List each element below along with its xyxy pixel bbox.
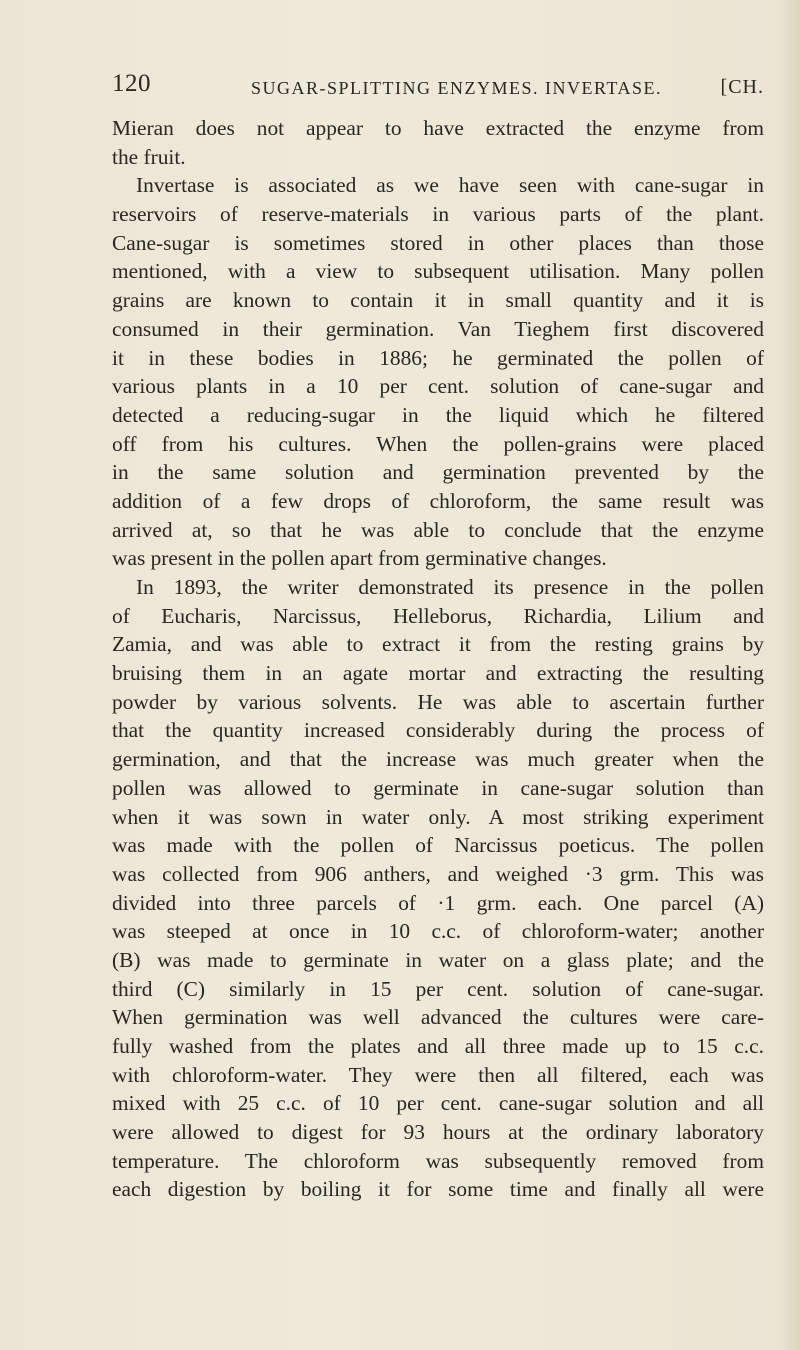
text-line: were allowed to digest for 93 hours at the ordinary laboratory: [112, 1120, 764, 1145]
text-line: with chloroform-water. They were then all filtered, each was: [112, 1062, 764, 1087]
text-line: Mieran does not appear to have extracted the enzyme from: [112, 116, 764, 140]
text-line: (B) was made to germinate in water on a glass plate; and the: [112, 947, 764, 972]
text-line: the fruit.: [112, 144, 186, 169]
text-line: Cane-sugar is sometimes stored in other places than those: [112, 230, 764, 255]
text-line: was steeped at once in 10 c.c. of chloroform-water; another: [112, 919, 764, 944]
text-line: various plants in a 10 per cent. solution of cane-sugar and: [112, 374, 764, 399]
text-line: detected a reducing-sugar in the liquid which he filtered: [112, 402, 764, 427]
text-line: mixed with 25 c.c. of 10 per cent. cane-sugar solution and all: [112, 1091, 764, 1116]
text-line: Zamia, and was able to extract it from the resting grains by: [112, 632, 764, 657]
text-line: was present in the pollen apart from germinative changes.: [112, 546, 607, 571]
text-line: mentioned, with a view to subsequent utilisation. Many pollen: [112, 259, 764, 284]
page-edge-shadow: [778, 0, 800, 1350]
text-line: addition of a few drops of chloroform, the same result was: [112, 488, 764, 513]
chapter-mark: [CH.: [720, 76, 764, 98]
page-number: 120: [112, 70, 151, 97]
text-line: powder by various solvents. He was able to ascertain further: [112, 689, 764, 714]
text-line: divided into three parcels of ·1 grm. each. One parcel (A): [112, 890, 764, 915]
text-line: When germination was well advanced the cultures were care-: [112, 1005, 764, 1030]
running-header: [112, 72, 764, 104]
text-line: bruising them in an agate mortar and extracting the resulting: [112, 661, 764, 686]
text-line: germination, and that the increase was much greater when the: [112, 747, 764, 772]
text-line: of Eucharis, Narcissus, Helleborus, Richardia, Lilium and: [112, 603, 764, 628]
text-line: pollen was allowed to germinate in cane-sugar solution than: [112, 775, 764, 800]
text-line: it in these bodies in 1886; he germinated the pollen of: [112, 345, 764, 370]
text-line: reservoirs of reserve-materials in various parts of the plant.: [112, 202, 764, 227]
text-line: fully washed from the plates and all three made up to 15 c.c.: [112, 1034, 764, 1058]
text-line: that the quantity increased considerably during the process of: [112, 718, 764, 743]
text-line: third (C) similarly in 15 per cent. solution of cane-sugar.: [112, 976, 764, 1001]
text-line: temperature. The chloroform was subsequently removed from: [112, 1148, 764, 1173]
text-line: in the same solution and germination prevented by the: [112, 460, 764, 485]
text-line: grains are known to contain it in small quantity and it is: [112, 288, 764, 313]
text-line: was made with the pollen of Narcissus poeticus. The pollen: [112, 833, 764, 858]
text-line: In 1893, the writer demonstrated its presence in the pollen: [136, 575, 764, 599]
text-line: Invertase is associated as we have seen with cane-sugar in: [136, 173, 764, 198]
text-line: was collected from 906 anthers, and weighed ·3 grm. This was: [112, 861, 764, 886]
text-line: off from his cultures. When the pollen-grains were placed: [112, 431, 764, 456]
text-line: each digestion by boiling it for some time and finally all were: [112, 1177, 764, 1202]
text-line: arrived at, so that he was able to conclude that the enzyme: [112, 517, 764, 542]
text-line: consumed in their germination. Van Tieghem first discovered: [112, 316, 764, 341]
body-text: [112, 114, 764, 1204]
text-line: when it was sown in water only. A most striking experiment: [112, 804, 764, 829]
running-title: SUGAR-SPLITTING ENZYMES. INVERTASE.: [251, 78, 662, 98]
